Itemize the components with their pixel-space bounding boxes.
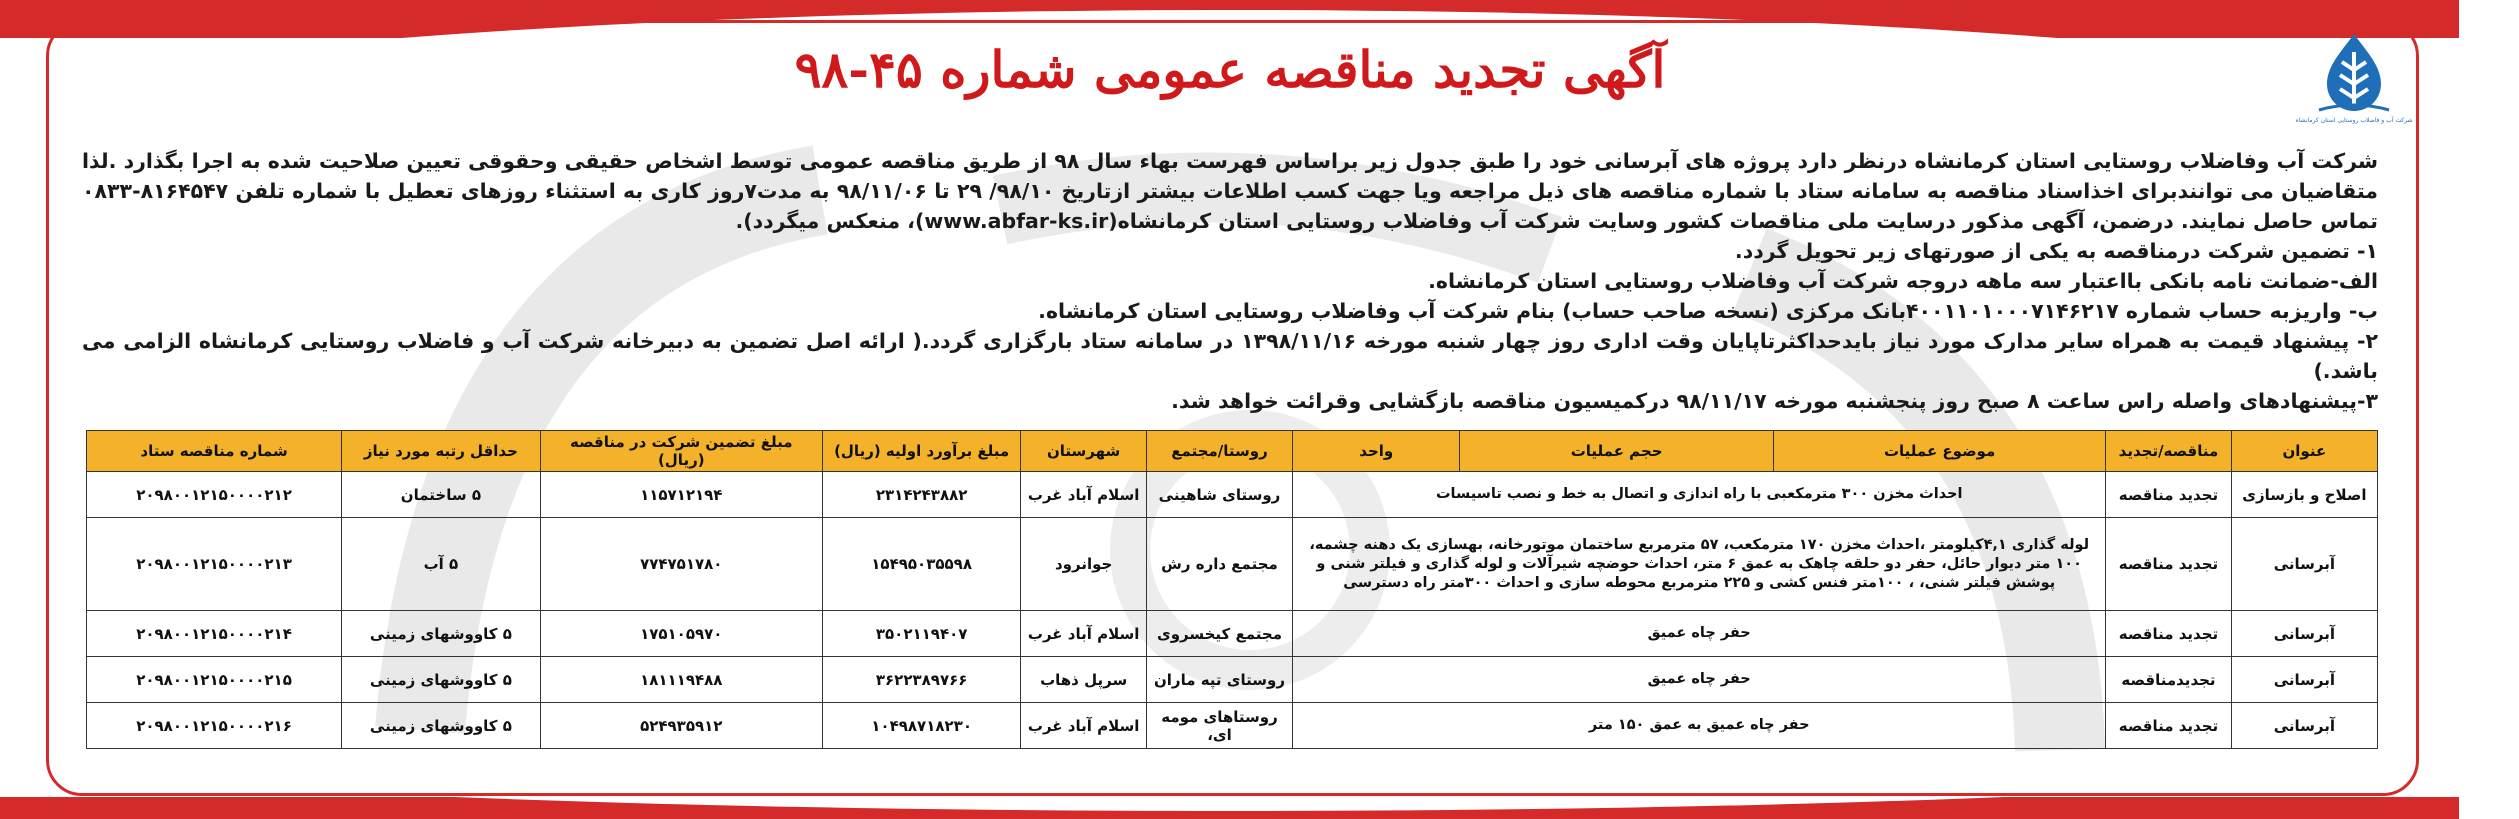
cell-title: اصلاح و بازسازی [2231, 472, 2377, 518]
cell-estimate: ۳۵۰۲۱۱۹۴۰۷ [822, 611, 1021, 657]
header-grade: حداقل رتبه مورد نیاز [342, 431, 541, 472]
cell-tender-no: ۲۰۹۸۰۰۱۲۱۵۰۰۰۰۲۱۳ [87, 518, 342, 611]
cell-estimate: ۱۰۴۹۸۷۱۸۲۳۰ [822, 703, 1021, 749]
header-volume: حجم عملیات [1460, 431, 1774, 472]
cell-title: آبرسانی [2231, 657, 2377, 703]
cell-type: تجدید مناقصه [2106, 518, 2231, 611]
intro-paragraph: شرکت آب وفاضلاب روستایی استان کرمانشاه درنظر دارد پروژه های آبرسانی خود را طبق جدول زیر براساس فهرست بهاء سال ۹۸ از طریق مناقصه عمومی توسط اشخاص حقیقی وحقوقی تعیین صلاحیت شده به اجرا بگذارد .لذا متقاضیان می توانندبرای اخذاسناد مناقصه به سامانه ستاد با شماره مناقصه های ذیل مراجعه ویا جهت کسب اطلاعات بیشتر ازتاریخ ۹۸/۱۰/ ۲۹ تا ۹۸/۱۱/۰۶ به مدت۷روز کاری به استثناء روزهای تعطیل با شماره تلفن ۸۱۶۴۵۴۷-۰۸۳۳ تماس حاصل نمایند. درضمن، آگهی مذکور درسایت ملی مناقصات کشور وسایت شرکت آب وفاضلاب روستایی استان کرمانشاه(www.abfar-ks.ir)، منعکس میگردد). [82, 149, 2379, 233]
cell-estimate: ۲۳۱۴۲۴۳۸۸۲ [822, 472, 1021, 518]
svg-text:شرکت آب و فاضلاب روستایی استان: شرکت آب و فاضلاب روستایی استان کرمانشاه [2295, 117, 2413, 124]
header-unit: واحد [1293, 431, 1460, 472]
notice-body [82, 146, 2378, 416]
cell-village: مجتمع داره رش [1146, 518, 1292, 611]
header-village: روستا/مجتمع [1146, 431, 1292, 472]
deposit-clause: ب- واریزبه حساب شماره ۴۰۰۱۱۰۱۰۰۰۷۱۴۶۲۱۷بانک مرکزی (نسخه صاحب حساب) بنام شرکت آب وفاضلاب روستایی استان کرمانشاه. [1038, 299, 2378, 323]
cell-title: آبرسانی [2231, 703, 2377, 749]
cell-county: اسلام آباد غرب [1021, 472, 1146, 518]
table-row [87, 657, 2378, 703]
cell-village: روستاهای مومه ای، [1146, 703, 1292, 749]
cell-grade: ۵ کاووشهای زمینی [342, 611, 541, 657]
cell-estimate: ۳۶۲۲۳۸۹۷۶۶ [822, 657, 1021, 703]
cell-tender-no: ۲۰۹۸۰۰۱۲۱۵۰۰۰۰۲۱۵ [87, 657, 342, 703]
cell-county: اسلام آباد غرب [1021, 611, 1146, 657]
cell-tender-no: ۲۰۹۸۰۰۱۲۱۵۰۰۰۰۲۱۴ [87, 611, 342, 657]
cell-guarantee: ۱۱۵۷۱۲۱۹۴ [540, 472, 822, 518]
table-row [87, 611, 2378, 657]
cell-guarantee: ۱۷۵۱۰۵۹۷۰ [540, 611, 822, 657]
header-subject: موضوع عملیات [1773, 431, 2105, 472]
header-estimate: مبلغ برآورد اولیه (ریال) [822, 431, 1021, 472]
submission-clause: ۲- پیشنهاد قیمت به همراه سایر مدارک مورد نیاز بایدحداکثرتاپایان وقت اداری روز چهار شنبه مورخه ۱۳۹۸/۱۱/۱۶ در سامانه ستاد بارگزاری گردد.( ارائه اصل تضمین به دبیرخانه شرکت آب و فاضلاب روستایی کرمانشاه الزامی می باشد.) [82, 329, 2378, 383]
cell-grade: ۵ کاووشهای زمینی [342, 703, 541, 749]
cell-county: سرپل ذهاب [1021, 657, 1146, 703]
cell-type: تجدیدمناقصه [2106, 657, 2231, 703]
header-title: عنوان [2231, 431, 2377, 472]
table-row [87, 518, 2378, 611]
opening-clause: ۳-پیشنهادهای واصله راس ساعت ۸ صبح روز پنجشنبه مورخه ۹۸/۱۱/۱۷ درکمیسیون مناقصه بازگشایی وقرائت خواهد شد. [1171, 389, 2378, 413]
header-type: مناقصه/تجدید [2106, 431, 2231, 472]
cell-village: روستای تپه ماران [1146, 657, 1292, 703]
cell-estimate: ۱۵۴۹۵۰۳۵۵۹۸ [822, 518, 1021, 611]
cell-type: تجدید مناقصه [2106, 703, 2231, 749]
cell-tender-no: ۲۰۹۸۰۰۱۲۱۵۰۰۰۰۲۱۲ [87, 472, 342, 518]
cell-subject: لوله گذاری ۴,۱کیلومتر ،احداث مخزن ۱۷۰ مترمکعب، ۵۷ مترمربع ساختمان موتورخانه، بهسازی یک دهنه چشمه، ۱۰۰ متر دیوار حائل، حفر دو حلقه چاهک به عمق ۶ متر، احداث حوضچه شیرآلات و لوله گذاری و فیلتر شنی و پوشش فیلتر شنی، ، ۱۰۰متر فنس کشی و ۲۲۵ مترمربع محوطه سازی و احداث ۳۰۰متر راه دسترسی [1293, 518, 2106, 611]
header-tender-no: شماره مناقصه ستاد [87, 431, 342, 472]
cell-village: روستای شاهینی [1146, 472, 1292, 518]
cell-type: تجدید مناقصه [2106, 611, 2231, 657]
cell-grade: ۵ آب [342, 518, 541, 611]
cell-county: جوانرود [1021, 518, 1146, 611]
cell-subject: احداث مخزن ۳۰۰ مترمکعبی با راه اندازی و اتصال به خط و نصب تاسیسات [1293, 472, 2106, 518]
cell-grade: ۵ ساختمان [342, 472, 541, 518]
cell-guarantee: ۷۷۴۷۵۱۷۸۰ [540, 518, 822, 611]
header-guarantee: مبلغ تضمین شرکت در مناقصه (ریال) [540, 431, 822, 472]
page-title: آگهی تجدید مناقصه عمومی شماره ۴۵-۹۸ [794, 40, 1666, 99]
cell-subject: حفر چاه عمیق [1293, 611, 2106, 657]
cell-subject: حفر چاه عمیق [1293, 657, 2106, 703]
cell-grade: ۵ کاووشهای زمینی [342, 657, 541, 703]
cell-tender-no: ۲۰۹۸۰۰۱۲۱۵۰۰۰۰۲۱۶ [87, 703, 342, 749]
cell-title: آبرسانی [2231, 611, 2377, 657]
cell-guarantee: ۵۲۴۹۳۵۹۱۲ [540, 703, 822, 749]
cell-subject: حفر چاه عمیق به عمق ۱۵۰ متر [1293, 703, 2106, 749]
cell-type: تجدید مناقصه [2106, 472, 2231, 518]
company-logo-icon [2295, 30, 2413, 126]
table-header-row [87, 431, 2378, 472]
cell-county: اسلام آباد غرب [1021, 703, 1146, 749]
bank-guarantee-clause: الف-ضمانت نامه بانکی بااعتبار سه ماهه دروجه شرکت آب وفاضلاب روستایی استان کرمانشاه. [1428, 269, 2378, 293]
cell-guarantee: ۱۸۱۱۱۹۴۸۸ [540, 657, 822, 703]
header-county: شهرستان [1021, 431, 1146, 472]
cell-title: آبرسانی [2231, 518, 2377, 611]
tender-table [86, 430, 2378, 749]
cell-village: مجتمع کیخسروی [1146, 611, 1292, 657]
guarantee-clause: ۱- تضمین شرکت درمناقصه به یکی از صورتهای زیر تحویل گردد. [1734, 239, 2378, 263]
table-row [87, 472, 2378, 518]
table-row [87, 703, 2378, 749]
